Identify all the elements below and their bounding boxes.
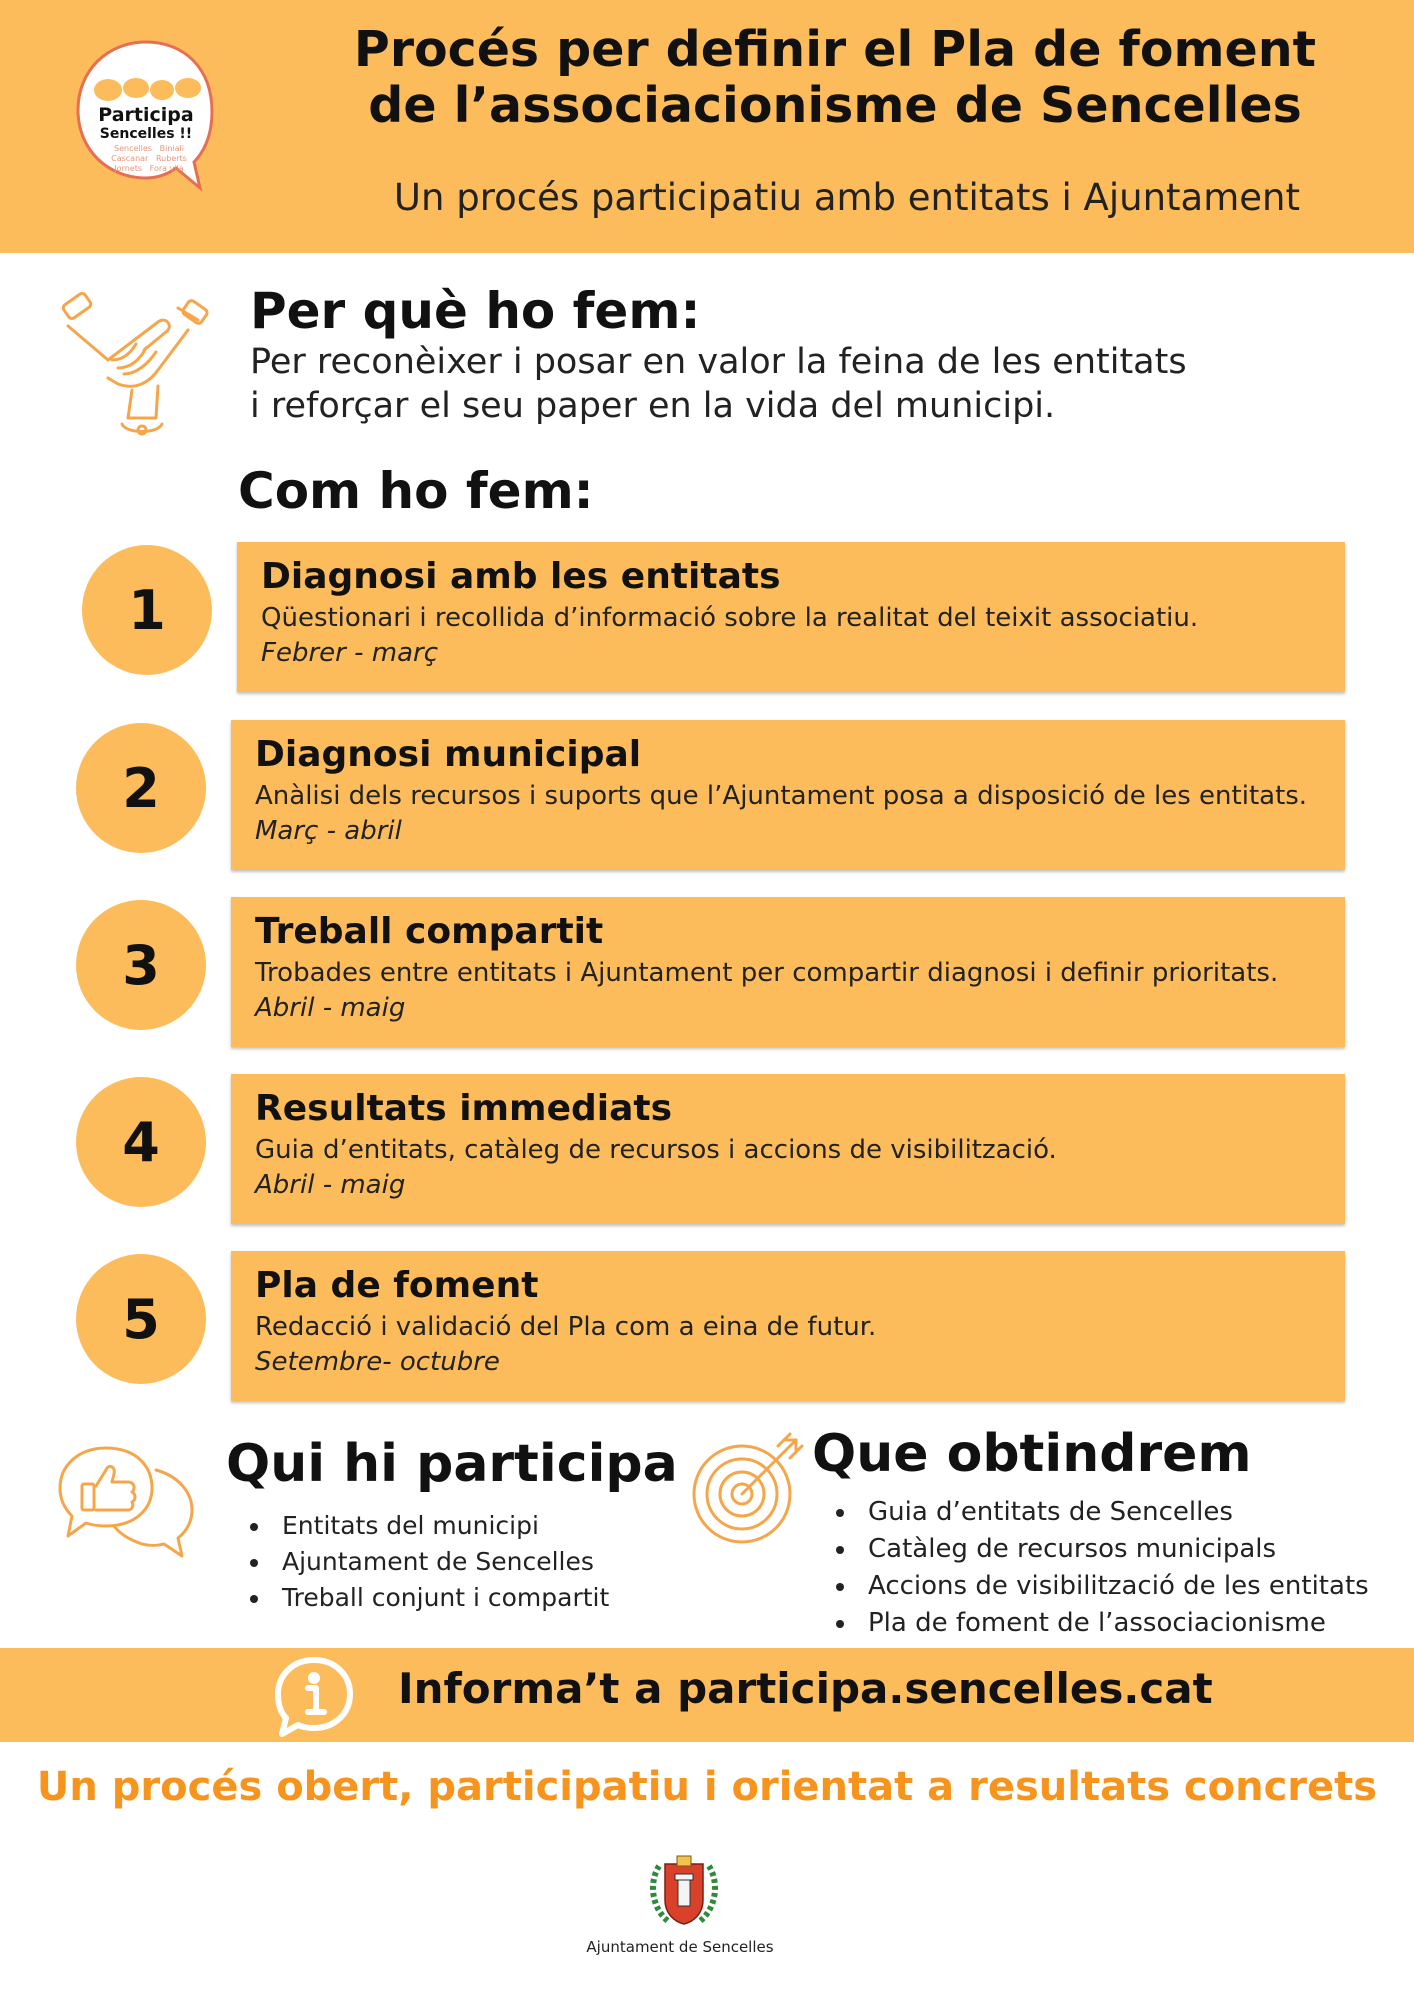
thumbs-up-chat-icon	[56, 1440, 196, 1560]
info-icon	[272, 1654, 356, 1738]
step-description: Qüestionari i recollida d’informació sobre la realitat del teixit associatiu.	[261, 603, 1199, 633]
participa-logo	[72, 38, 220, 195]
list-item: • Entitats del municipi	[272, 1508, 692, 1544]
logo-place: Sencelles	[114, 144, 152, 153]
list-item: • Treball conjunt i compartit	[272, 1580, 692, 1616]
why-text	[250, 340, 1187, 428]
title-line-2: de l’associacionisme de Sencelles	[368, 77, 1302, 134]
hands-icon	[48, 290, 218, 450]
step-title: Diagnosi municipal	[255, 734, 642, 775]
logo-place: Jornets	[114, 164, 143, 173]
step-description: Anàlisi dels recursos i suports que l’Ajuntament posa a disposició de les entitats.	[255, 781, 1308, 811]
step-card-2	[231, 720, 1345, 870]
step-number-3: 3	[76, 900, 206, 1030]
step-title: Diagnosi amb les entitats	[261, 556, 781, 597]
step-description: Guia d’entitats, catàleg de recursos i accions de visibilització.	[255, 1135, 1057, 1165]
step-title: Pla de foment	[255, 1265, 539, 1306]
footer-label: Ajuntament de Sencelles	[586, 1938, 774, 1956]
step-date: Abril - maig	[255, 993, 406, 1023]
results-heading: Que obtindrem	[812, 1424, 1252, 1484]
page-subtitle: Un procés participatiu amb entitats i Ajuntament	[393, 176, 1300, 219]
why-line-2: i reforçar el seu paper en la vida del municipi.	[250, 386, 1056, 426]
list-item: • Accions de visibilització de les entitats	[858, 1568, 1414, 1605]
logo-places	[90, 144, 208, 174]
title-line-1: Procés per definir el Pla de foment	[353, 21, 1317, 78]
why-line-1: Per reconèixer i posar en valor la feina de les entitats	[250, 342, 1187, 382]
logo-place: Biniali	[159, 144, 184, 153]
logo-place: Cascanar	[111, 154, 149, 163]
step-card-4	[231, 1074, 1345, 1224]
step-date: Març - abril	[255, 816, 402, 846]
step-card-5	[231, 1251, 1345, 1401]
step-date: Abril - maig	[255, 1170, 406, 1200]
step-number-2: 2	[76, 723, 206, 853]
step-card-1	[237, 542, 1345, 692]
tagline: Un procés obert, participatiu i orientat a resultats concrets	[36, 1764, 1378, 1810]
step-title: Treball compartit	[255, 911, 604, 952]
who-heading: Qui hi participa	[226, 1434, 678, 1494]
list-item: • Ajuntament de Sencelles	[272, 1544, 692, 1580]
target-icon	[688, 1428, 808, 1548]
step-number-1: 1	[82, 545, 212, 675]
step-card-3	[231, 897, 1345, 1047]
step-description: Trobades entre entitats i Ajuntament per compartir diagnosi i definir prioritats.	[255, 958, 1279, 988]
logo-subtitle: Sencelles !!	[99, 126, 193, 142]
page-title	[270, 22, 1400, 134]
logo-title: Participa	[98, 104, 194, 126]
list-item: • Guia d’entitats de Sencelles	[858, 1494, 1414, 1531]
results-list	[824, 1494, 1414, 1642]
step-description: Redacció i validació del Pla com a eina de futur.	[255, 1312, 877, 1342]
list-item: • Catàleg de recursos municipals	[858, 1531, 1414, 1568]
step-date: Setembre- octubre	[255, 1347, 500, 1377]
list-item: • Pla de foment de l’associacionisme	[858, 1605, 1414, 1642]
step-number-4: 4	[76, 1077, 206, 1207]
step-number-5: 5	[76, 1254, 206, 1384]
who-list	[238, 1508, 692, 1616]
step-title: Resultats immediats	[255, 1088, 673, 1129]
why-heading: Per què ho fem:	[250, 282, 701, 340]
logo-place: Fora vila	[149, 164, 184, 173]
info-link-text[interactable]: Informa’t a participa.sencelles.cat	[398, 1664, 1213, 1713]
municipal-seal-icon	[645, 1852, 723, 1932]
how-heading: Com ho fem:	[238, 462, 594, 520]
step-date: Febrer - març	[261, 638, 438, 668]
logo-place: Ruberts	[155, 154, 187, 163]
